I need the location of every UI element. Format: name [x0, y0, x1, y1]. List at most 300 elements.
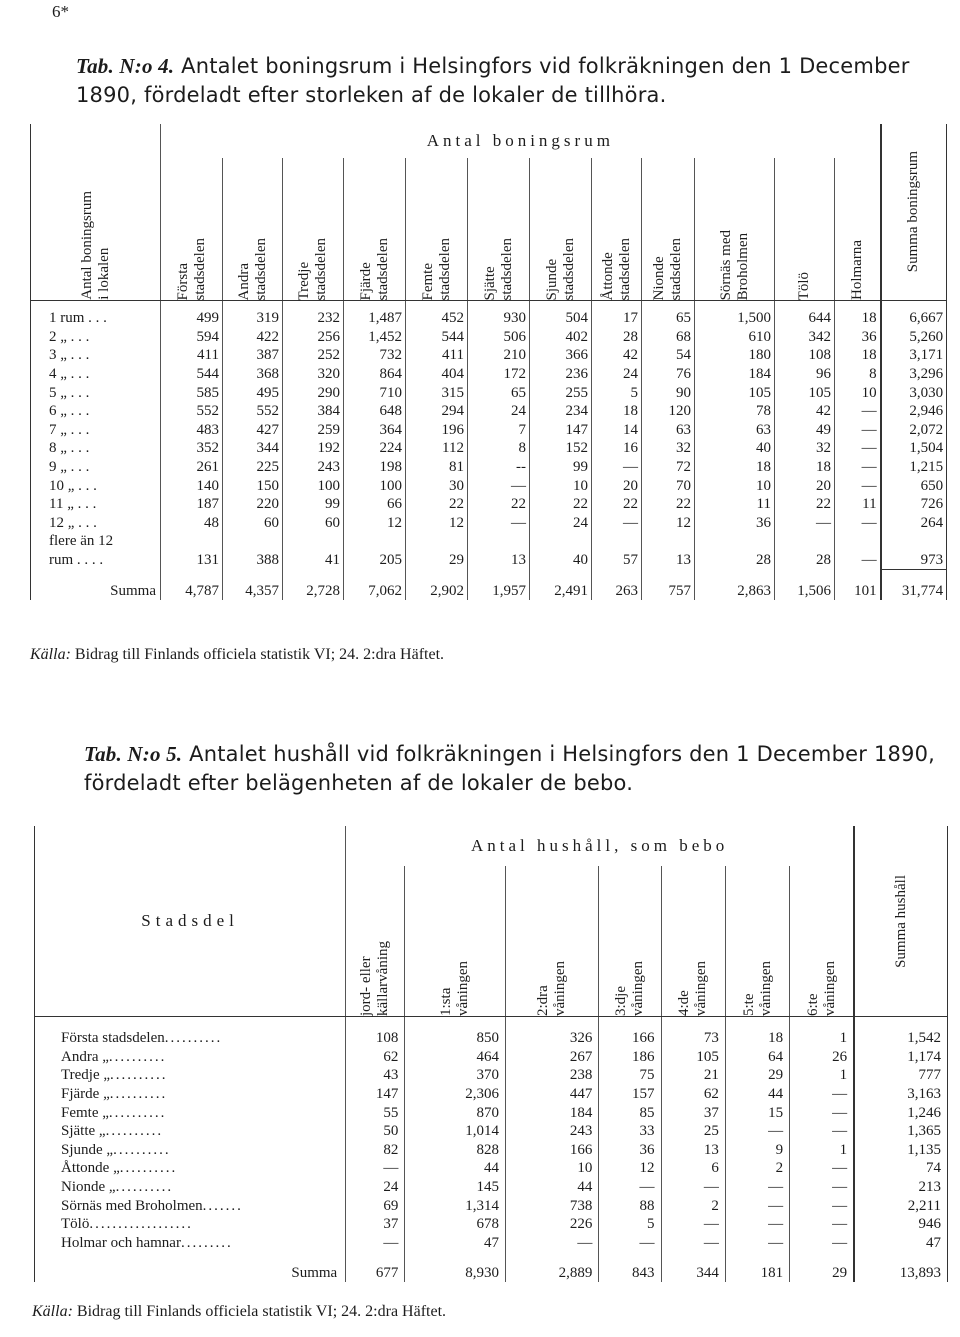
- tab5-row-label-text: Sjunde „: [61, 1141, 114, 1158]
- tab5-cell: 9: [725, 1141, 789, 1160]
- tab5-col-header-text: 2:dra våningen: [535, 961, 569, 1016]
- tab5-sum-cell: 29: [790, 1252, 854, 1282]
- tab5-cell: —: [725, 1234, 789, 1253]
- tab4-cell: [406, 532, 468, 551]
- tab5-row-leader-dots: ..........: [110, 1067, 168, 1084]
- tab4-cell: 864: [344, 365, 406, 384]
- tab5-cell: 1,314: [405, 1196, 506, 1215]
- tab4-row-label-text: 8 „ . . .: [49, 440, 90, 457]
- tab5-sum-cell: 843: [599, 1252, 661, 1282]
- tab4-row-label: [31, 495, 161, 514]
- tab4-cell: 120: [642, 402, 695, 421]
- tab5-row-leader-dots: ..........: [108, 1048, 167, 1065]
- tab4-cell: 552: [223, 402, 283, 421]
- tab4-sum-row: [31, 570, 947, 601]
- tab4-cell: 100: [344, 476, 406, 495]
- tab5-cell: —: [790, 1122, 854, 1141]
- tab4-col-header: [592, 158, 642, 300]
- tab5-row-leader-dots: ..........: [164, 1030, 223, 1047]
- tab5-cell: 828: [405, 1141, 506, 1160]
- tab4-cell: 364: [344, 421, 406, 440]
- tab5-cell: 1,542: [854, 1017, 947, 1048]
- tab4-cell: 7: [468, 421, 530, 440]
- tab5-cell: 29: [725, 1066, 789, 1085]
- tab4-cell: 3,296: [881, 365, 947, 384]
- tab5-cell: 2: [725, 1159, 789, 1178]
- tab4-cell: 930: [468, 301, 530, 328]
- tab4-cell: 10: [530, 476, 592, 495]
- tab4-cell: 594: [161, 328, 223, 347]
- tab5-row-label: [35, 1017, 346, 1048]
- tab5-cell: 1: [790, 1017, 854, 1048]
- tab4-cell: 81: [406, 458, 468, 477]
- tab4-cell: 20: [592, 476, 642, 495]
- tab4-cell: 342: [775, 328, 835, 347]
- tab5-col-header: [661, 866, 725, 1017]
- tab4-cell: 28: [592, 328, 642, 347]
- tab5-cell: —: [790, 1234, 854, 1253]
- tab4-row-label-text: 12 „ . . .: [49, 514, 97, 531]
- tab4-cell: 65: [468, 383, 530, 402]
- tab5-cell: 44: [725, 1085, 789, 1104]
- tab4-col-header: [642, 158, 695, 300]
- tab5-cell: 326: [505, 1017, 598, 1048]
- tab4-cell: 243: [283, 458, 344, 477]
- tab5-cell: 25: [661, 1122, 725, 1141]
- tab4-cell: 256: [283, 328, 344, 347]
- tab4-row: [31, 458, 947, 477]
- table5-label: Tab. N:o 5.: [84, 742, 183, 766]
- tab5-cell: 6: [661, 1159, 725, 1178]
- tab4-cell: [161, 532, 223, 551]
- tab4-cell: 5: [592, 383, 642, 402]
- tab5-row-label-text: Nionde „: [61, 1179, 116, 1196]
- tab4-cell: 36: [835, 328, 881, 347]
- tab4-cell: 28: [695, 551, 775, 570]
- tab5-row-label: [35, 1048, 346, 1067]
- tab5-row-label: [35, 1178, 346, 1197]
- tab4-cell: 32: [775, 439, 835, 458]
- tab4-row-label: [31, 328, 161, 347]
- tab5-cell: 36: [599, 1141, 661, 1160]
- tab4-row-label: [31, 301, 161, 328]
- tab5-row-label: [35, 1234, 346, 1253]
- tab5-cell: 738: [505, 1196, 598, 1215]
- tab5-cell: —: [661, 1234, 725, 1253]
- tab5-row: [35, 1048, 948, 1067]
- tab4-cell: —: [835, 458, 881, 477]
- tab5-cell: 370: [405, 1066, 506, 1085]
- tab4-cell: 13: [468, 551, 530, 570]
- tab5-row-leader-dots: ..................: [89, 1216, 193, 1233]
- tab4-cell: 650: [881, 476, 947, 495]
- tab5-cell: 184: [505, 1103, 598, 1122]
- tab5-cell: 777: [854, 1066, 947, 1085]
- tab4-cell: 196: [406, 421, 468, 440]
- tab5-cell: 105: [661, 1048, 725, 1067]
- tab5-cell: 946: [854, 1215, 947, 1234]
- table5-sum-header: Summa hushåll: [854, 826, 947, 1017]
- tab4-col-header: [775, 158, 835, 300]
- tab5-cell: 12: [599, 1159, 661, 1178]
- tab5-cell: —: [790, 1215, 854, 1234]
- tab4-row: [31, 346, 947, 365]
- tab4-cell: 18: [592, 402, 642, 421]
- tab4-cell: 49: [775, 421, 835, 440]
- tab4-cell: 402: [530, 328, 592, 347]
- tab4-row-label: [31, 421, 161, 440]
- tab4-cell: 644: [775, 301, 835, 328]
- tab5-row-label: [35, 1103, 346, 1122]
- tab4-cell: 2,946: [881, 402, 947, 421]
- tab4-row-label-text: 2 „ . . .: [49, 328, 90, 345]
- tab4-cell: 232: [283, 301, 344, 328]
- tab5-cell: 2,211: [854, 1196, 947, 1215]
- table5-title: [84, 740, 944, 798]
- tab4-cell: 187: [161, 495, 223, 514]
- tab4-cell: 28: [775, 551, 835, 570]
- tab4-col-header: [695, 158, 775, 300]
- tab5-sum-cell: 181: [725, 1252, 789, 1282]
- tab4-row-label-text: 4 „ . . .: [49, 366, 90, 383]
- tab4-cell: 411: [406, 346, 468, 365]
- tab4-cell: —: [835, 439, 881, 458]
- tab5-cell: 47: [405, 1234, 506, 1253]
- tab4-cell: 973: [881, 551, 947, 570]
- tab5-cell: 82: [346, 1141, 405, 1160]
- tab4-row-label-text: 3 „ . . .: [49, 347, 90, 364]
- tab5-cell: 870: [405, 1103, 506, 1122]
- tab5-cell: 166: [599, 1017, 661, 1048]
- tab4-row-label-text: rum . . . .: [49, 552, 104, 569]
- tab4-cell: 3,030: [881, 383, 947, 402]
- tab4-cell: [530, 532, 592, 551]
- table4-first-col-header: Antal boningsrum i lokalen: [31, 124, 161, 301]
- tab5-cell: —: [346, 1234, 405, 1253]
- tab4-cell: 76: [642, 365, 695, 384]
- tab4-cell: 30: [406, 476, 468, 495]
- tab4-col-header: [283, 158, 344, 300]
- tab5-row-label-text: Femte „: [61, 1104, 109, 1121]
- tab5-cell: 267: [505, 1048, 598, 1067]
- tab4-row-label: [31, 346, 161, 365]
- tab4-cell: 40: [530, 551, 592, 570]
- tab5-sum-label: Summa: [35, 1252, 346, 1282]
- tab4-cell: [592, 532, 642, 551]
- tab4-cell: 710: [344, 383, 406, 402]
- tab4-row-label: [31, 402, 161, 421]
- tab4-cell: —: [592, 458, 642, 477]
- tab4-cell: 42: [592, 346, 642, 365]
- tab5-cell: —: [725, 1178, 789, 1197]
- tab4-cell: 105: [695, 383, 775, 402]
- tab5-row-label: [35, 1085, 346, 1104]
- tab4-cell: 172: [468, 365, 530, 384]
- tab4-cell: 234: [530, 402, 592, 421]
- tab4-col-header: [406, 158, 468, 300]
- tab4-sum-cell: 757: [642, 570, 695, 601]
- tab4-col-header: [223, 158, 283, 300]
- tab4-cell: 6,667: [881, 301, 947, 328]
- tab4-sum-cell: 31,774: [881, 570, 947, 601]
- tab5-cell: 88: [599, 1196, 661, 1215]
- tab5-col-header: [725, 866, 789, 1017]
- tab5-sum-cell: 344: [661, 1252, 725, 1282]
- tab4-cell: 387: [223, 346, 283, 365]
- tab4-cell: [642, 532, 695, 551]
- tab4-sum-cell: 4,357: [223, 570, 283, 601]
- tab5-row-label-text: Sjätte „: [61, 1123, 106, 1140]
- tab4-cell: [881, 532, 947, 551]
- tab4-cell: 255: [530, 383, 592, 402]
- tab4-row: [31, 495, 947, 514]
- tab5-row-leader-dots: ..........: [105, 1123, 164, 1140]
- tab4-col-header-text: Sörnäs med Broholmen: [717, 229, 751, 300]
- tab5-cell: —: [790, 1196, 854, 1215]
- tab4-cell: [283, 532, 344, 551]
- tab4-cell: 8: [835, 365, 881, 384]
- tab4-cell: 99: [283, 495, 344, 514]
- tab5-cell: —: [725, 1215, 789, 1234]
- tab5-row-label: [35, 1141, 346, 1160]
- tab4-col-header-text: Andra stadsdelen: [235, 237, 269, 300]
- tab4-cell: 48: [161, 514, 223, 533]
- tab4-row-label-text: 5 „ . . .: [49, 384, 90, 401]
- tab4-cell: 65: [642, 301, 695, 328]
- tab4-cell: 17: [592, 301, 642, 328]
- tab4-cell: 42: [775, 402, 835, 421]
- tab5-row-label-text: Sörnäs med Broholmen: [61, 1197, 203, 1214]
- tab4-cell: 210: [468, 346, 530, 365]
- tab4-cell: 8: [468, 439, 530, 458]
- tab4-cell: 14: [592, 421, 642, 440]
- tab5-row-leader-dots: ..........: [113, 1141, 171, 1158]
- tab4-cell: 63: [642, 421, 695, 440]
- tab4-cell: 294: [406, 402, 468, 421]
- tab4-cell: 10: [835, 383, 881, 402]
- table4-sum-header: Summa boningsrum: [881, 124, 947, 301]
- tab4-cell: 22: [642, 495, 695, 514]
- tab5-row-leader-dots: ..........: [108, 1104, 167, 1121]
- tab4-cell: 1,500: [695, 301, 775, 328]
- tab4-cell: 70: [642, 476, 695, 495]
- tab5-sum-cell: 13,893: [854, 1252, 947, 1282]
- tab5-cell: 1,135: [854, 1141, 947, 1160]
- table4-label: Tab. N:o 4.: [76, 54, 175, 78]
- tab4-cell: 20: [775, 476, 835, 495]
- tab4-cell: 427: [223, 421, 283, 440]
- tab5-col-header: [505, 866, 598, 1017]
- tab4-cell: 12: [406, 514, 468, 533]
- tab4-col-header-text: Första stadsdelen: [174, 237, 208, 300]
- tab4-row: [31, 421, 947, 440]
- tab5-cell: 24: [346, 1178, 405, 1197]
- tab5-cell: 1: [790, 1141, 854, 1160]
- tab5-row-label: [35, 1196, 346, 1215]
- tab5-cell: 2: [661, 1196, 725, 1215]
- tab4-cell: 5,260: [881, 328, 947, 347]
- tab4-row: [31, 383, 947, 402]
- tab5-cell: —: [661, 1215, 725, 1234]
- tab4-cell: 180: [695, 346, 775, 365]
- tab4-cell: 66: [344, 495, 406, 514]
- tab5-cell: 37: [661, 1103, 725, 1122]
- tab4-cell: 150: [223, 476, 283, 495]
- tab5-cell: 44: [405, 1159, 506, 1178]
- tab4-cell: —: [835, 421, 881, 440]
- tab4-cell: 236: [530, 365, 592, 384]
- tab5-cell: 850: [405, 1017, 506, 1048]
- tab5-row-leader-dots: ..........: [109, 1086, 168, 1103]
- tab4-cell: 3,171: [881, 346, 947, 365]
- tab4-cell: 315: [406, 383, 468, 402]
- tab5-cell: 44: [505, 1178, 598, 1197]
- tab4-cell: 544: [406, 328, 468, 347]
- table4-title: [76, 52, 936, 110]
- tab5-cell: 43: [346, 1066, 405, 1085]
- tab5-cell: —: [599, 1178, 661, 1197]
- tab4-row-label: [31, 476, 161, 495]
- tab5-col-header: [405, 866, 506, 1017]
- tab5-cell: 15: [725, 1103, 789, 1122]
- tab4-cell: 368: [223, 365, 283, 384]
- tab4-col-header-text: Sjätte stadsdelen: [481, 237, 515, 300]
- tab5-col-header-text: 3:dje våningen: [612, 961, 646, 1016]
- tab4-cell: 18: [835, 301, 881, 328]
- tab5-cell: —: [505, 1234, 598, 1253]
- tab5-cell: 64: [725, 1048, 789, 1067]
- tab4-row: [31, 365, 947, 384]
- table5-title-text: Antalet hushåll vid folkräkningen i Helsingfors den 1 December 1890, fördeladt efter belägenheten af de lokaler de bebo.: [84, 742, 936, 795]
- tab4-cell: 320: [283, 365, 344, 384]
- tab4-row: [31, 532, 947, 551]
- tab4-cell: 732: [344, 346, 406, 365]
- tab4-cell: 22: [592, 495, 642, 514]
- tab5-sum-row: [35, 1252, 948, 1282]
- tab5-cell: 1: [790, 1066, 854, 1085]
- tab4-cell: 495: [223, 383, 283, 402]
- tab5-cell: 74: [854, 1159, 947, 1178]
- tab4-cell: 22: [775, 495, 835, 514]
- tab5-cell: 147: [346, 1085, 405, 1104]
- tab5-cell: 678: [405, 1215, 506, 1234]
- tab4-cell: 63: [695, 421, 775, 440]
- tab5-cell: 18: [725, 1017, 789, 1048]
- tab4-row-label-text: 11 „ . . .: [49, 496, 97, 513]
- tab5-cell: 21: [661, 1066, 725, 1085]
- tab4-cell: 11: [835, 495, 881, 514]
- tab4-row-label-text: 1 rum . . .: [49, 310, 107, 327]
- tab4-cell: 32: [642, 439, 695, 458]
- tab4-cell: 60: [223, 514, 283, 533]
- tab5-sum-cell: 677: [346, 1252, 405, 1282]
- tab4-row: [31, 301, 947, 328]
- tab4-col-header-text: Tölö: [796, 271, 812, 300]
- table5: [34, 826, 948, 1282]
- tab5-col-header: [346, 866, 405, 1017]
- tab4-cell: 60: [283, 514, 344, 533]
- tab5-col-header-text: 4:de våningen: [676, 961, 710, 1016]
- tab4-sum-cell: 2,863: [695, 570, 775, 601]
- tab4-cell: 1,452: [344, 328, 406, 347]
- tab4-row: [31, 439, 947, 458]
- tab4-row-label-text: 9 „ . . .: [49, 459, 90, 476]
- tab5-cell: 26: [790, 1048, 854, 1067]
- tab5-cell: 464: [405, 1048, 506, 1067]
- tab5-row: [35, 1234, 948, 1253]
- tab5-cell: 1,174: [854, 1048, 947, 1067]
- tab4-cell: 205: [344, 551, 406, 570]
- tab4-row-label: [31, 551, 161, 570]
- tab4-col-header-text: Fjärde stadsdelen: [357, 237, 391, 300]
- tab4-col-header: [161, 158, 223, 300]
- tab4-cell: 261: [161, 458, 223, 477]
- table5-source-label: Källa:: [32, 1303, 73, 1320]
- tab5-cell: 186: [599, 1048, 661, 1067]
- tab4-cell: 10: [695, 476, 775, 495]
- tab5-cell: 5: [599, 1215, 661, 1234]
- tab5-cell: 62: [661, 1085, 725, 1104]
- tab4-row-label: [31, 383, 161, 402]
- tab4-cell: 404: [406, 365, 468, 384]
- tab5-row-label-text: Fjärde „: [61, 1086, 110, 1103]
- tab4-cell: 1,504: [881, 439, 947, 458]
- tab4-col-header-text: Femte stadsdelen: [419, 237, 453, 300]
- tab4-cell: 54: [642, 346, 695, 365]
- tab4-cell: 22: [406, 495, 468, 514]
- tab4-row: [31, 476, 947, 495]
- tab5-row: [35, 1141, 948, 1160]
- table4-group-header: Antal boningsrum: [161, 124, 881, 158]
- tab4-cell: 1,215: [881, 458, 947, 477]
- tab4-cell: [695, 532, 775, 551]
- tab4-col-header-text: Sjunde stadsdelen: [543, 237, 577, 300]
- tab4-cell: [344, 532, 406, 551]
- tab4-sum-cell: 101: [835, 570, 881, 601]
- table5-first-col-header: Stadsdel: [35, 826, 346, 1017]
- tab4-cell: 105: [775, 383, 835, 402]
- tab5-col-header-text: jord- eller källarvåning: [358, 941, 392, 1016]
- tab5-cell: 238: [505, 1066, 598, 1085]
- tab4-sum-cell: 1,506: [775, 570, 835, 601]
- tab4-col-header-text: Tredje stadsdelen: [296, 237, 329, 300]
- tab5-col-header: [790, 866, 854, 1017]
- tab4-row-label-text: 6 „ . . .: [49, 403, 90, 420]
- tab4-cell: —: [835, 402, 881, 421]
- tab4-cell: 96: [775, 365, 835, 384]
- table4-source-label: Källa:: [30, 646, 71, 663]
- tab5-cell: 33: [599, 1122, 661, 1141]
- tab4-cell: 18: [835, 346, 881, 365]
- tab4-cell: 152: [530, 439, 592, 458]
- tab5-row: [35, 1196, 948, 1215]
- tab5-cell: 108: [346, 1017, 405, 1048]
- table4-title-text: Antalet boningsrum i Helsingfors vid folkräkningen den 1 December 1890, fördeladt efter storleken af de lokaler de tillhöra.: [76, 54, 910, 107]
- tab4-cell: 388: [223, 551, 283, 570]
- tab4-cell: [835, 532, 881, 551]
- table4: [30, 124, 947, 600]
- tab4-cell: --: [468, 458, 530, 477]
- tab5-cell: 50: [346, 1122, 405, 1141]
- tab4-row-label: [31, 439, 161, 458]
- tab4-row-label: [31, 514, 161, 533]
- tab4-cell: 78: [695, 402, 775, 421]
- tab5-col-header: [599, 866, 661, 1017]
- tab4-row: [31, 402, 947, 421]
- tab5-col-header-text: 1:sta våningen: [438, 961, 472, 1016]
- tab5-cell: 213: [854, 1178, 947, 1197]
- tab4-sum-cell: 2,902: [406, 570, 468, 601]
